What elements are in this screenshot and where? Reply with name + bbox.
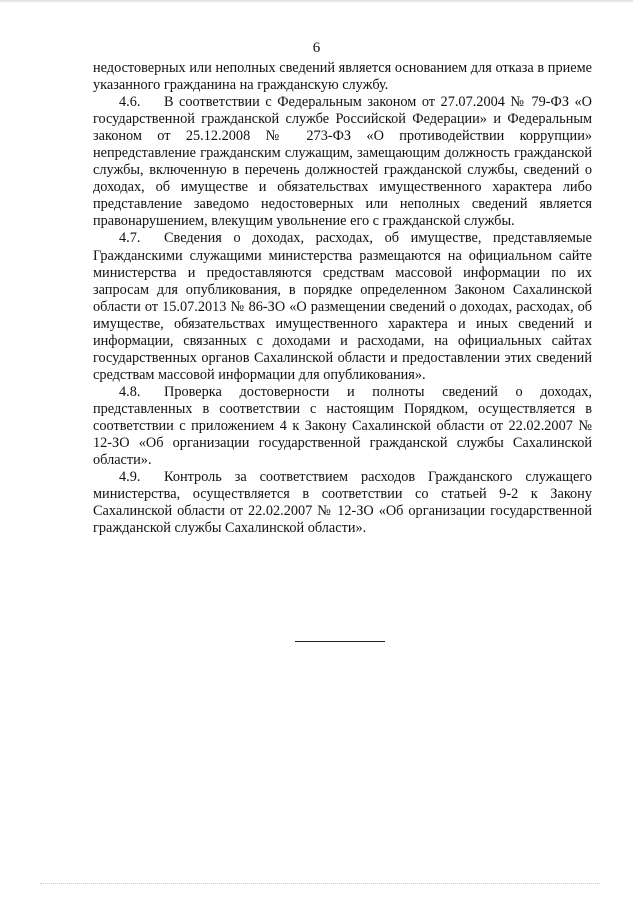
paragraph-number: 4.6. bbox=[119, 94, 141, 111]
end-divider-line bbox=[295, 641, 385, 642]
paragraph-text: Сведения о доходах, расходах, об имуществе, представляемые Гражданскими служащими министерства размещаются на официальном сайте министерства и предоставляются средствам массовой информации по их запросам для опубликования, в порядке определенном Законом Сахалинской области от 15.07.2013 № 86-ЗО «О размещении сведений о доходах, расходах, об имуществе, обязательствах имущественного характера и иных сведений и информации, связанных с доходами и расходами, на официальных сайтах государственных органов Сахалинской области и предоставлении этих сведений средствам массовой информации для опубликования». bbox=[93, 230, 592, 383]
paragraph-continuation bbox=[93, 60, 592, 94]
paragraph-4-7 bbox=[93, 230, 592, 383]
paragraph-text: Проверка достоверности и полноты сведений о доходах, представленных в соответствии с настоящим Порядком, осуществляется в соответствии с приложением 4 к Закону Сахалинской области от 22.02.2007 № 12-ЗО «Об организации государственной гражданской службы Сахалинской области». bbox=[93, 383, 592, 469]
paragraph-text: недостоверных или неполных сведений является основанием для отказа в приеме указанного гражданина на гражданскую службу. bbox=[93, 60, 592, 94]
document-body bbox=[93, 60, 592, 537]
paragraph-4-9 bbox=[93, 469, 592, 537]
paragraph-number: 4.8. bbox=[119, 383, 141, 400]
paragraph-text: В соответствии с Федеральным законом от 27.07.2004 № 79-ФЗ «О государственной гражданской службе Российской Федерации» и Федеральным законом от 25.12.2008 № 273-ФЗ «О противодействии коррупции» непредставление гражданским служащим, замещающим должность гражданской службы, включенную в перечень должностей гражданской службы, сведений о доходах, об имуществе и обязательствах имущественного характера либо представление заведомо недостоверных или неполных сведений является правонарушением, влекущим увольнение его с гражданской службы. bbox=[93, 94, 592, 230]
scan-edge bbox=[0, 0, 633, 3]
paragraph-text: Контроль за соответствием расходов Гражданского служащего министерства, осуществляется в соответствии со статьей 9-2 к Закону Сахалинской области от 22.02.2007 № 12-ЗО «Об организации государственной гражданской службы Сахалинской области». bbox=[93, 469, 592, 537]
paragraph-4-8 bbox=[93, 384, 592, 469]
paragraph-number: 4.7. bbox=[119, 230, 141, 247]
paragraph-4-6 bbox=[93, 94, 592, 230]
scan-artifact-line bbox=[40, 883, 600, 885]
paragraph-number: 4.9. bbox=[119, 469, 141, 486]
page-number: 6 bbox=[312, 40, 321, 56]
